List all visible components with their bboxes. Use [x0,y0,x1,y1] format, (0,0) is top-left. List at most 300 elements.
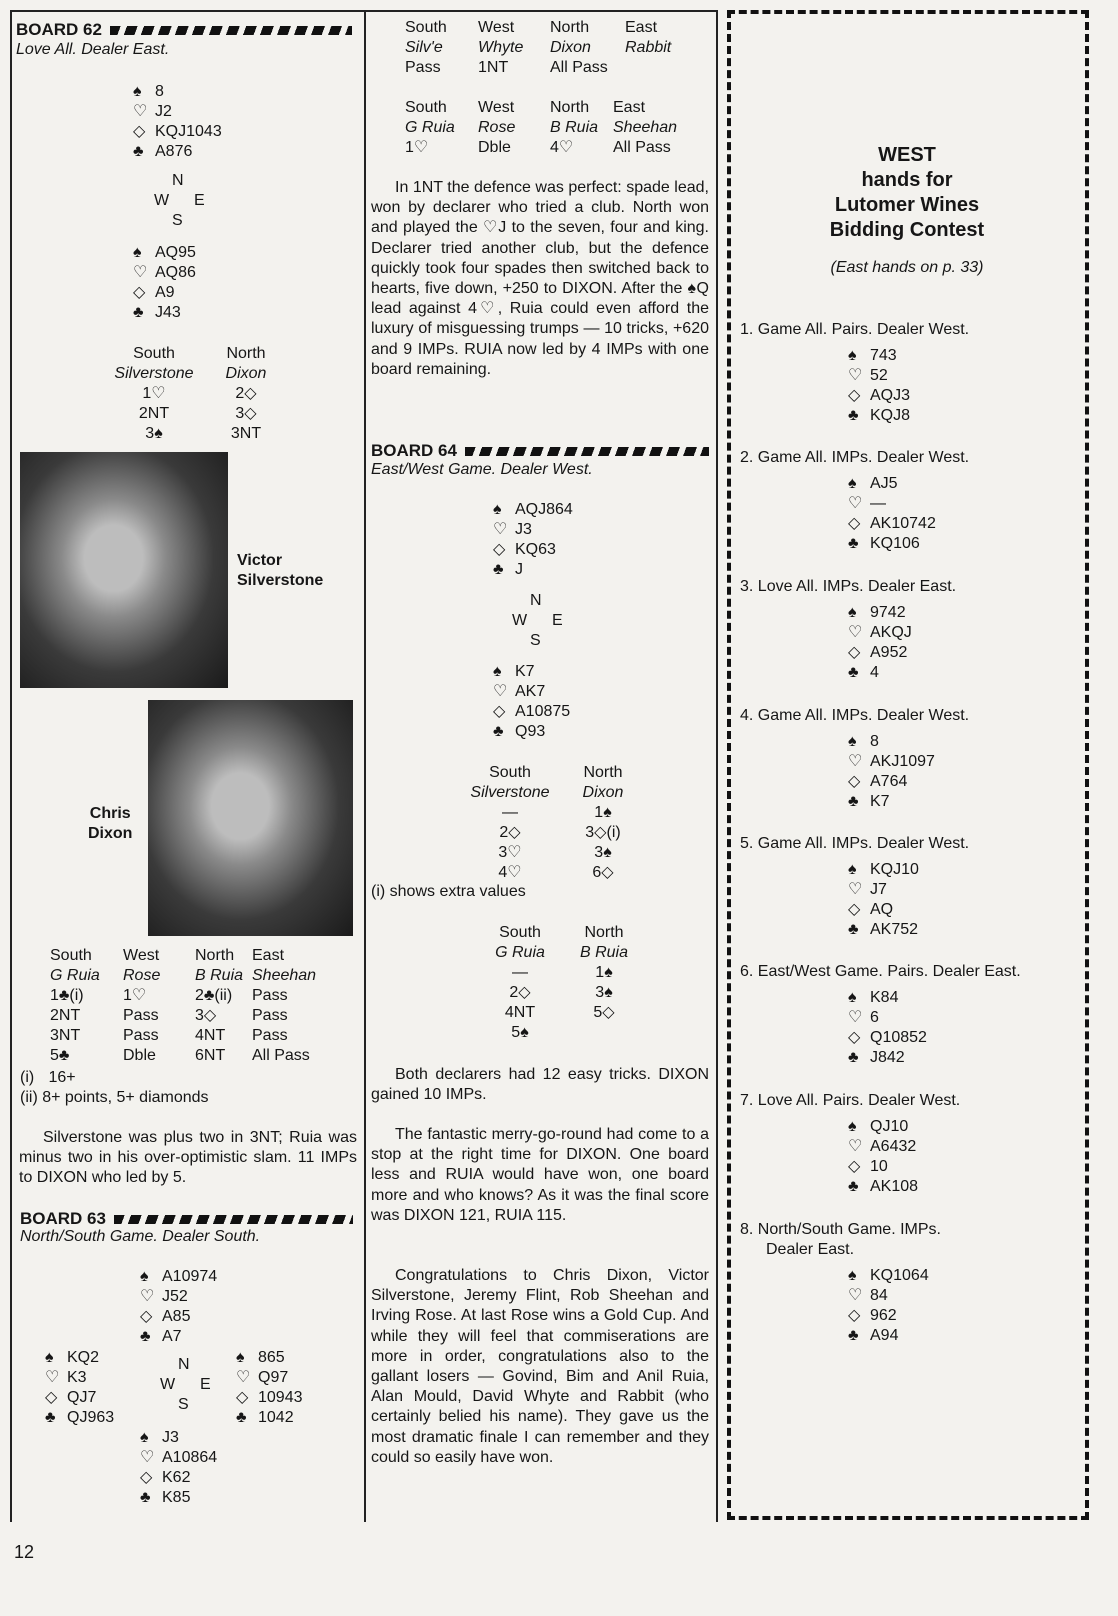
contest-hand-8 [740,1220,1070,1346]
bid: All Pass [252,1047,310,1064]
cards: KQ2 [67,1349,100,1366]
clubs-holding [493,722,570,742]
cards: AQ95 [155,244,196,261]
diamonds-holding [140,1307,217,1327]
heart-suit-icon: ♡ [848,1287,863,1304]
diamond-suit-icon: ◇ [848,1029,861,1046]
photo-caption-silverstone [237,551,323,591]
hearts-holding [236,1368,303,1388]
diamonds-holding [848,1306,1070,1326]
bid: 1♠ [595,964,613,981]
club-suit-icon: ♣ [848,921,859,938]
auction-header: East [625,19,658,36]
bid: 3◇ [195,1007,217,1024]
bid: 5♣ [50,1047,70,1064]
heart-suit-icon: ♡ [848,495,863,512]
contest-hand-6 [740,962,1070,1068]
diamond-suit-icon: ◇ [848,515,861,532]
club-suit-icon: ♣ [493,561,504,578]
contest-hand-1 [740,320,1070,426]
hand-conditions: 2. Game All. IMPs. Dealer West. [740,449,970,466]
title-line: hands for [861,169,953,191]
hand-conditions: 6. East/West Game. Pairs. Dealer East. [740,963,1021,980]
contest-hand-2 [740,448,1070,554]
bid: Pass [252,987,288,1004]
bid: 2♣(ii) [195,987,233,1004]
clubs-holding [848,1326,1070,1346]
cards: QJ10 [870,1118,909,1135]
note-marker: (i) [20,1069,35,1086]
spades-holding [848,603,1070,623]
spades-holding [140,1428,217,1448]
cards: KQJ8 [870,407,911,424]
board-64-conditions: East/West Game. Dealer West. [371,461,593,478]
board-64-result: Both declarers had 12 easy tricks. DIXON gained 10 IMPs. [371,1066,709,1104]
spades-holding [848,732,1070,752]
auction-header: North [226,345,266,362]
south-hand [493,662,570,742]
board-64-heading [371,441,709,461]
clubs-holding [140,1488,217,1508]
auction-header: East [613,99,646,116]
cards: A764 [870,773,908,790]
bid: All Pass [613,139,671,156]
auction-header: North [550,99,590,116]
hand-conditions-dealer: Dealer East. [766,1241,855,1258]
bid: All Pass [550,59,608,76]
auction-header: West [123,947,160,964]
clubs-holding [493,560,573,580]
clubs-holding [848,534,1070,554]
bid: Pass [123,1007,159,1024]
south-hand [140,1428,217,1508]
cards: A876 [155,143,193,160]
diamond-suit-icon: ◇ [133,284,146,301]
bid: 5◇ [593,1004,615,1021]
board-62-conditions: Love All. Dealer East. [16,41,170,58]
cards: AJ5 [870,475,898,492]
cards: A10864 [162,1449,218,1466]
bid: 2◇ [509,984,531,1001]
bid: 6◇ [592,864,614,881]
bid: 1♡ [123,987,147,1004]
club-suit-icon: ♣ [848,1049,859,1066]
contest-hand-3 [740,577,1070,683]
club-suit-icon: ♣ [493,723,504,740]
bid [625,58,705,78]
spade-suit-icon: ♠ [848,1267,857,1284]
cards: J842 [870,1049,905,1066]
heart-suit-icon: ♡ [848,881,863,898]
clubs-holding [236,1408,303,1428]
compass-s: S [530,632,541,649]
auction-header: East [252,947,285,964]
cards: 962 [870,1307,897,1324]
diamond-suit-icon: ◇ [140,1469,153,1486]
heart-suit-icon: ♡ [140,1449,155,1466]
auction-header: South [499,924,541,941]
bid: 3NT [230,425,262,442]
cards: AK108 [870,1178,919,1195]
heart-suit-icon: ♡ [848,753,863,770]
compass-w: W [154,192,170,209]
bid: 3◇(i) [585,824,621,841]
compass-e: E [200,1376,211,1393]
cards: J2 [155,103,172,120]
player-name: Rose [123,967,161,984]
compass [156,1356,216,1416]
cards: 6 [870,1009,879,1026]
club-suit-icon: ♣ [236,1409,247,1426]
spade-suit-icon: ♠ [236,1349,245,1366]
heart-suit-icon: ♡ [493,683,508,700]
west-hand [848,988,1070,1068]
player-name: Dixon [550,39,591,56]
spades-holding [848,860,1070,880]
auction-table [457,763,643,883]
diamonds-holding [133,283,196,303]
contest-title [737,143,1077,243]
board-62-heading [16,20,352,40]
diamond-suit-icon: ◇ [848,387,861,404]
hearts-holding [133,263,196,283]
compass [508,592,568,652]
player-name: G Ruia [50,967,100,984]
compass-e: E [552,612,563,629]
caption-line: Silverstone [237,572,324,589]
photo-victor-silverstone [20,452,228,688]
diamond-suit-icon: ◇ [140,1308,153,1325]
hearts-holding [848,623,1070,643]
photo-caption-dixon [88,804,132,844]
bid: 3♡ [498,844,522,861]
hearts-holding [140,1287,217,1307]
cards: 8 [155,83,164,100]
cards: KQ63 [515,541,556,558]
bid: 3NT [50,1027,81,1044]
east-hand [236,1348,303,1428]
bid: 3♠ [145,425,163,442]
bid: 1♡ [405,139,429,156]
compass-w: W [160,1376,176,1393]
cards: AK752 [870,921,919,938]
cards: 10943 [258,1389,303,1406]
hearts-holding [848,1008,1070,1028]
hearts-holding [493,520,573,540]
board-63-conditions: North/South Game. Dealer South. [20,1228,261,1245]
cards: J52 [162,1288,188,1305]
bid: Dble [478,139,511,156]
spades-holding [848,1266,1070,1286]
hearts-holding [848,366,1070,386]
cards: AK7 [515,683,546,700]
club-suit-icon: ♣ [848,664,859,681]
club-suit-icon: ♣ [848,793,859,810]
north-hand [133,82,222,162]
bid: Pass [252,1007,288,1024]
west-hand [848,1117,1070,1197]
player-name: G Ruia [495,944,545,961]
heart-suit-icon: ♡ [848,1009,863,1026]
cards: QJ963 [67,1409,115,1426]
cards: Q93 [515,723,546,740]
compass-n: N [530,592,542,609]
cards: KQJ10 [870,861,919,878]
diamond-suit-icon: ◇ [45,1389,58,1406]
cards: 865 [258,1349,285,1366]
board-title: BOARD 63 [20,1209,106,1228]
heart-suit-icon: ♡ [140,1288,155,1305]
diamond-suit-icon: ◇ [493,541,506,558]
auction-table [102,344,286,444]
auction-notes [20,1068,209,1108]
bid: 4♡ [498,864,522,881]
spade-suit-icon: ♠ [140,1429,149,1446]
cards: A10875 [515,703,571,720]
spade-suit-icon: ♠ [848,1118,857,1135]
compass-w: W [512,612,528,629]
cards: A6432 [870,1138,917,1155]
spade-suit-icon: ♠ [493,663,502,680]
auction-header: North [195,947,235,964]
player-name: Dixon [582,784,624,801]
auction-table [405,98,703,158]
cards: K84 [870,989,899,1006]
club-suit-icon: ♣ [45,1409,56,1426]
player-name: Silverstone [114,365,194,382]
auction-header: South [405,99,447,116]
spade-suit-icon: ♠ [45,1349,54,1366]
heart-suit-icon: ♡ [45,1369,60,1386]
bid: 4NT [504,1004,536,1021]
auction-header: South [50,947,92,964]
spades-holding [236,1348,303,1368]
cards: 9742 [870,604,906,621]
diamonds-holding [848,900,1070,920]
hand-conditions: 7. Love All. Pairs. Dealer West. [740,1092,961,1109]
compass-n: N [178,1356,190,1373]
spades-holding [133,243,196,263]
title-line: Lutomer Wines [834,194,980,216]
spade-suit-icon: ♠ [493,501,502,518]
bid: 1♠ [594,804,612,821]
title-line: Bidding Contest [829,219,985,241]
player-name: Whyte [478,39,524,56]
bid: 3♠ [594,844,612,861]
heart-suit-icon: ♡ [236,1369,251,1386]
hand-conditions: 8. North/South Game. IMPs. [740,1221,941,1238]
cards: 1042 [258,1409,294,1426]
cards: K85 [162,1489,191,1506]
diamonds-holding [493,540,573,560]
stripe-divider [465,447,709,456]
board-title: BOARD 62 [16,20,102,39]
diamonds-holding [848,386,1070,406]
clubs-holding [45,1408,114,1428]
cards: A9 [155,284,175,301]
player-name: Rabbit [625,39,672,56]
auction-header: West [478,19,515,36]
page-number: 12 [14,1542,35,1562]
hearts-holding [45,1368,114,1388]
diamond-suit-icon: ◇ [848,644,861,661]
diamonds-holding [848,1157,1070,1177]
club-suit-icon: ♣ [140,1489,151,1506]
board-title: BOARD 64 [371,441,457,460]
clubs-holding [133,303,196,323]
spade-suit-icon: ♠ [848,475,857,492]
note-text: 8+ points, 5+ diamonds [42,1089,209,1106]
player-name: Rose [478,119,516,136]
player-name: Sheehan [252,967,317,984]
cards: 4 [870,664,879,681]
bid: Pass [252,1027,288,1044]
club-suit-icon: ♣ [848,407,859,424]
compass-e: E [194,192,205,209]
cards: Q10852 [870,1029,927,1046]
photo-chris-dixon [148,700,353,936]
bid: 1♡ [142,385,166,402]
bid: 2◇ [235,385,257,402]
cards: 52 [870,367,888,384]
spades-holding [493,500,573,520]
west-hand [848,603,1070,683]
spades-holding [848,988,1070,1008]
cards: KQ106 [870,535,920,552]
player-name: B Ruia [579,944,629,961]
auction-header: South [405,19,447,36]
heart-suit-icon: ♡ [133,264,148,281]
spade-suit-icon: ♠ [140,1268,149,1285]
spades-holding [493,662,570,682]
auction-header: West [478,99,515,116]
west-hand [848,732,1070,812]
spade-suit-icon: ♠ [848,989,857,1006]
cards: K7 [870,793,890,810]
note-text: 16+ [48,1069,76,1086]
north-hand [493,500,573,580]
contest-hand-4 [740,706,1070,812]
closing-commentary: The fantastic merry-go-round had come to a stop at the right time for DIXON. One board less and RUIA would have won, one board more and who knows? As it was the final score was DIXON 121, RUIA 115. [371,1126,709,1224]
hand-conditions: 5. Game All. IMPs. Dealer West. [740,835,970,852]
cards: 743 [870,347,897,364]
heart-suit-icon: ♡ [493,521,508,538]
bid [564,1023,644,1043]
caption-line: Dixon [88,825,133,842]
cards: 8 [870,733,879,750]
cards: 84 [870,1287,888,1304]
clubs-holding [133,142,222,162]
caption-line: Victor [237,552,283,569]
auction-header: North [584,924,624,941]
diamonds-holding [848,1028,1070,1048]
player-name: Sheehan [613,119,678,136]
diamonds-holding [133,122,222,142]
diamonds-holding [140,1468,217,1488]
compass-n: N [172,172,184,189]
cards: AQJ864 [515,501,573,518]
auction-header: South [133,345,175,362]
hand-conditions: 1. Game All. Pairs. Dealer West. [740,321,970,338]
cards: AQ86 [155,264,196,281]
cards: AQ [870,901,894,918]
player-name: Silverstone [470,784,550,801]
diamond-suit-icon: ◇ [848,1158,861,1175]
club-suit-icon: ♣ [133,304,144,321]
cards: AKJ1097 [870,753,935,770]
board-63-commentary: In 1NT the defence was perfect: spade lead, won by declarer who tried a club. North won and played the ♡J to the seven, four and king. Declarer tried another club, but the defence quickly took four spades then switched back to hearts, five down, +250 to DIXON. After the ♠Q lead against 4♡, Ruia could even afford the luxury of misguessing trumps — 10 tricks, +620 and 9 IMPs. RUIA now led by 4 IMPs with one board remaining. [371,179,709,378]
title-line: WEST [878,144,936,166]
cards: A94 [870,1327,899,1344]
diamond-suit-icon: ◇ [848,1307,861,1324]
diamond-suit-icon: ◇ [236,1389,249,1406]
hearts-holding [848,494,1070,514]
clubs-holding [848,1177,1070,1197]
diamonds-holding [493,702,570,722]
hearts-holding [140,1448,217,1468]
cards: AQJ3 [870,387,911,404]
heart-suit-icon: ♡ [848,624,863,641]
auction-table [476,923,644,1043]
auction-header: South [489,764,531,781]
spade-suit-icon: ♠ [848,733,857,750]
spades-holding [848,474,1070,494]
diamond-suit-icon: ◇ [848,773,861,790]
compass-s: S [178,1396,189,1413]
auction-header: North [583,764,623,781]
cards: 10 [870,1158,888,1175]
bid: Pass [123,1027,159,1044]
bid: 1NT [478,59,509,76]
cards: KQJ1043 [155,123,222,140]
bid: 5♠ [511,1024,529,1041]
player-name: G Ruia [405,119,455,136]
clubs-holding [848,792,1070,812]
spades-holding [45,1348,114,1368]
bid: — [502,804,518,821]
hearts-holding [848,880,1070,900]
heart-suit-icon: ♡ [133,103,148,120]
player-name: Dixon [225,365,267,382]
contest-hand-5 [740,834,1070,940]
west-hand [848,474,1070,554]
auction-note: (i) shows extra values [371,883,526,900]
bid: 2◇ [499,824,521,841]
hearts-holding [848,752,1070,772]
spade-suit-icon: ♠ [848,347,857,364]
cards: Q97 [258,1369,289,1386]
clubs-holding [848,663,1070,683]
player-name: B Ruia [550,119,599,136]
spade-suit-icon: ♠ [848,604,857,621]
hearts-holding [848,1137,1070,1157]
bid: Dble [123,1047,156,1064]
spades-holding [133,82,222,102]
cards: A952 [870,644,908,661]
club-suit-icon: ♣ [133,143,144,160]
diamonds-holding [848,772,1070,792]
bid: 4NT [195,1027,226,1044]
cards: J3 [162,1429,179,1446]
cards: K7 [515,663,535,680]
compass [150,172,210,232]
cards: J3 [515,521,532,538]
spades-holding [848,1117,1070,1137]
heart-suit-icon: ♡ [848,1138,863,1155]
west-hand [45,1348,114,1428]
clubs-holding [848,406,1070,426]
cards: A85 [162,1308,191,1325]
